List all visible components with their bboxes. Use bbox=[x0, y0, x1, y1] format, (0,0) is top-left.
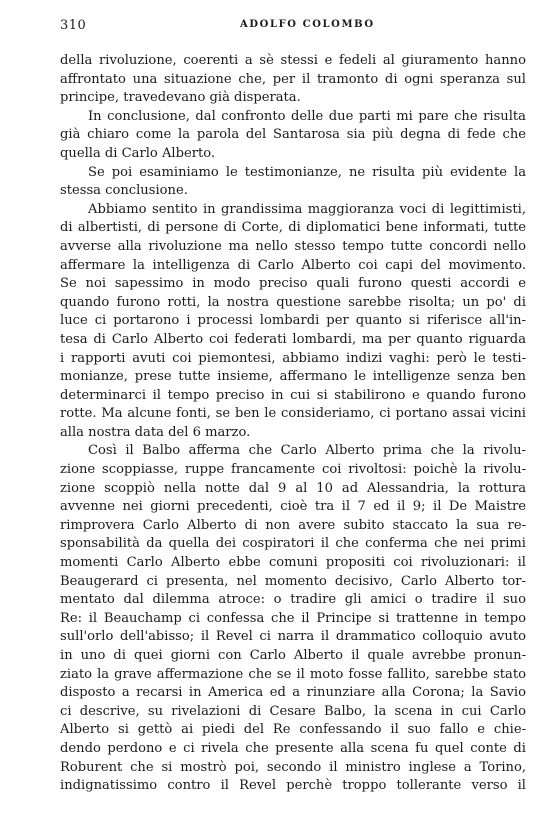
text-line: zione scoppiasse, ruppe francamente coi rivoltosi: poichè la rivolu- bbox=[60, 462, 526, 478]
page-header bbox=[60, 14, 526, 34]
text-line: Abbiamo sentito in grandissima maggioranza voci di legittimisti, bbox=[88, 201, 526, 217]
text-line: ziato la grave affermazione che se il moto fosse fallito, sarebbe stato bbox=[60, 666, 526, 682]
text-line: luce ci portarono i processi lombardi per quanto si riferisce all'in- bbox=[60, 313, 526, 329]
text-line: i rapporti avuti coi piemontesi, abbiamo indizi vaghi: però le testi- bbox=[60, 350, 526, 366]
text-line: avverse alla rivoluzione ma nello stesso tempo tutte concordi nello bbox=[60, 238, 526, 254]
text-line: della rivoluzione, coerenti a sè stessi e fedeli al giuramento hanno bbox=[60, 53, 526, 68]
text-line: già chiaro come la parola del Santarosa sia più degna di fede che bbox=[60, 127, 526, 143]
text-line: Beaugerard ci presenta, nel momento decisivo, Carlo Alberto tor- bbox=[60, 573, 526, 589]
page-number: 310 bbox=[60, 18, 87, 33]
text-line: principe, travedevano già disperata. bbox=[60, 90, 301, 106]
text-line: sull'orlo dell'abisso; il Revel ci narra il drammatico colloquio avuto bbox=[60, 629, 526, 645]
text-line: in uno di quei giorni con Carlo Alberto il quale avrebbe pronun- bbox=[60, 648, 526, 663]
text-line: avvenne nei giorni precedenti, cioè tra il 7 ed il 9; il De Maistre bbox=[60, 499, 526, 515]
text-line: sponsabilità da quella dei cospiratori il che conferma che nei primi bbox=[60, 536, 526, 552]
text-line: ci descrive, su rivelazioni di Cesare Balbo, la scena in cui Carlo bbox=[60, 703, 526, 719]
text-line: tesa di Carlo Alberto coi federati lombardi, ma per quanto riguarda bbox=[60, 331, 526, 347]
text-line: Se poi esaminiamo le testimonianze, ne risulta più evidente la bbox=[88, 164, 526, 180]
text-line: affermare la intelligenza di Carlo Alberto coi capi del movimento. bbox=[60, 257, 526, 273]
text-line: In conclusione, dal confronto delle due parti mi pare che risulta bbox=[88, 108, 526, 124]
text-line: di albertisti, di persone di Corte, di diplomatici bene informati, tutte bbox=[60, 220, 526, 236]
body-text bbox=[60, 52, 526, 796]
text-line: monianze, prese tutte insieme, affermano le intelligenze senza ben bbox=[60, 369, 526, 385]
text-line: Roburent che si mostrò poi, secondo il ministro inglese a Torino, bbox=[60, 759, 526, 775]
text-line: affrontato una situazione che, per il tramonto di ogni speranza sul bbox=[60, 71, 526, 87]
text-line: Alberto si gettò ai piedi del Re confessando il suo fallo e chie- bbox=[60, 722, 526, 738]
text-line: dendo perdono e ci rivela che presente alla scena fu quel conte di bbox=[60, 740, 526, 756]
text-line: momenti Carlo Alberto ebbe comuni propositi coi rivoluzionari: il bbox=[60, 555, 526, 571]
text-line: indignatissimo contro il Revel perchè troppo tollerante verso il bbox=[60, 778, 526, 794]
text-line: disposto a recarsi in America ed a rinunziare alla Corona; la Savio bbox=[60, 685, 526, 701]
text-line: mentato dal dilemma atroce: o tradire gli amici o tradire il suo bbox=[60, 592, 526, 608]
text-line: rimprovera Carlo Alberto di non avere subito staccato la sua re- bbox=[60, 517, 526, 533]
text-line: quando furono rotti, la nostra questione sarebbe risolta; un po' di bbox=[60, 294, 526, 310]
running-head: ADOLFO COLOMBO bbox=[240, 19, 375, 30]
text-line: determinarci il tempo preciso in cui si stabilirono e quando furono bbox=[60, 387, 526, 403]
text-line: rotte. Ma alcune fonti, se ben le consideriamo, ci portano assai vicini bbox=[60, 406, 526, 422]
text-line: Così il Balbo afferma che Carlo Alberto prima che la rivolu- bbox=[88, 443, 526, 459]
text-line: alla nostra data del 6 marzo. bbox=[60, 424, 251, 440]
text-line: stessa conclusione. bbox=[60, 183, 188, 199]
text-line: quella di Carlo Alberto. bbox=[60, 145, 216, 161]
text-line: Se noi sapessimo in modo preciso quali furono questi accordi e bbox=[60, 276, 526, 292]
text-line: Re: il Beauchamp ci confessa che il Principe si trattenne in tempo bbox=[60, 610, 526, 626]
text-line: zione scoppiò nella notte dal 9 al 10 ad Alessandria, la rottura bbox=[60, 480, 526, 496]
